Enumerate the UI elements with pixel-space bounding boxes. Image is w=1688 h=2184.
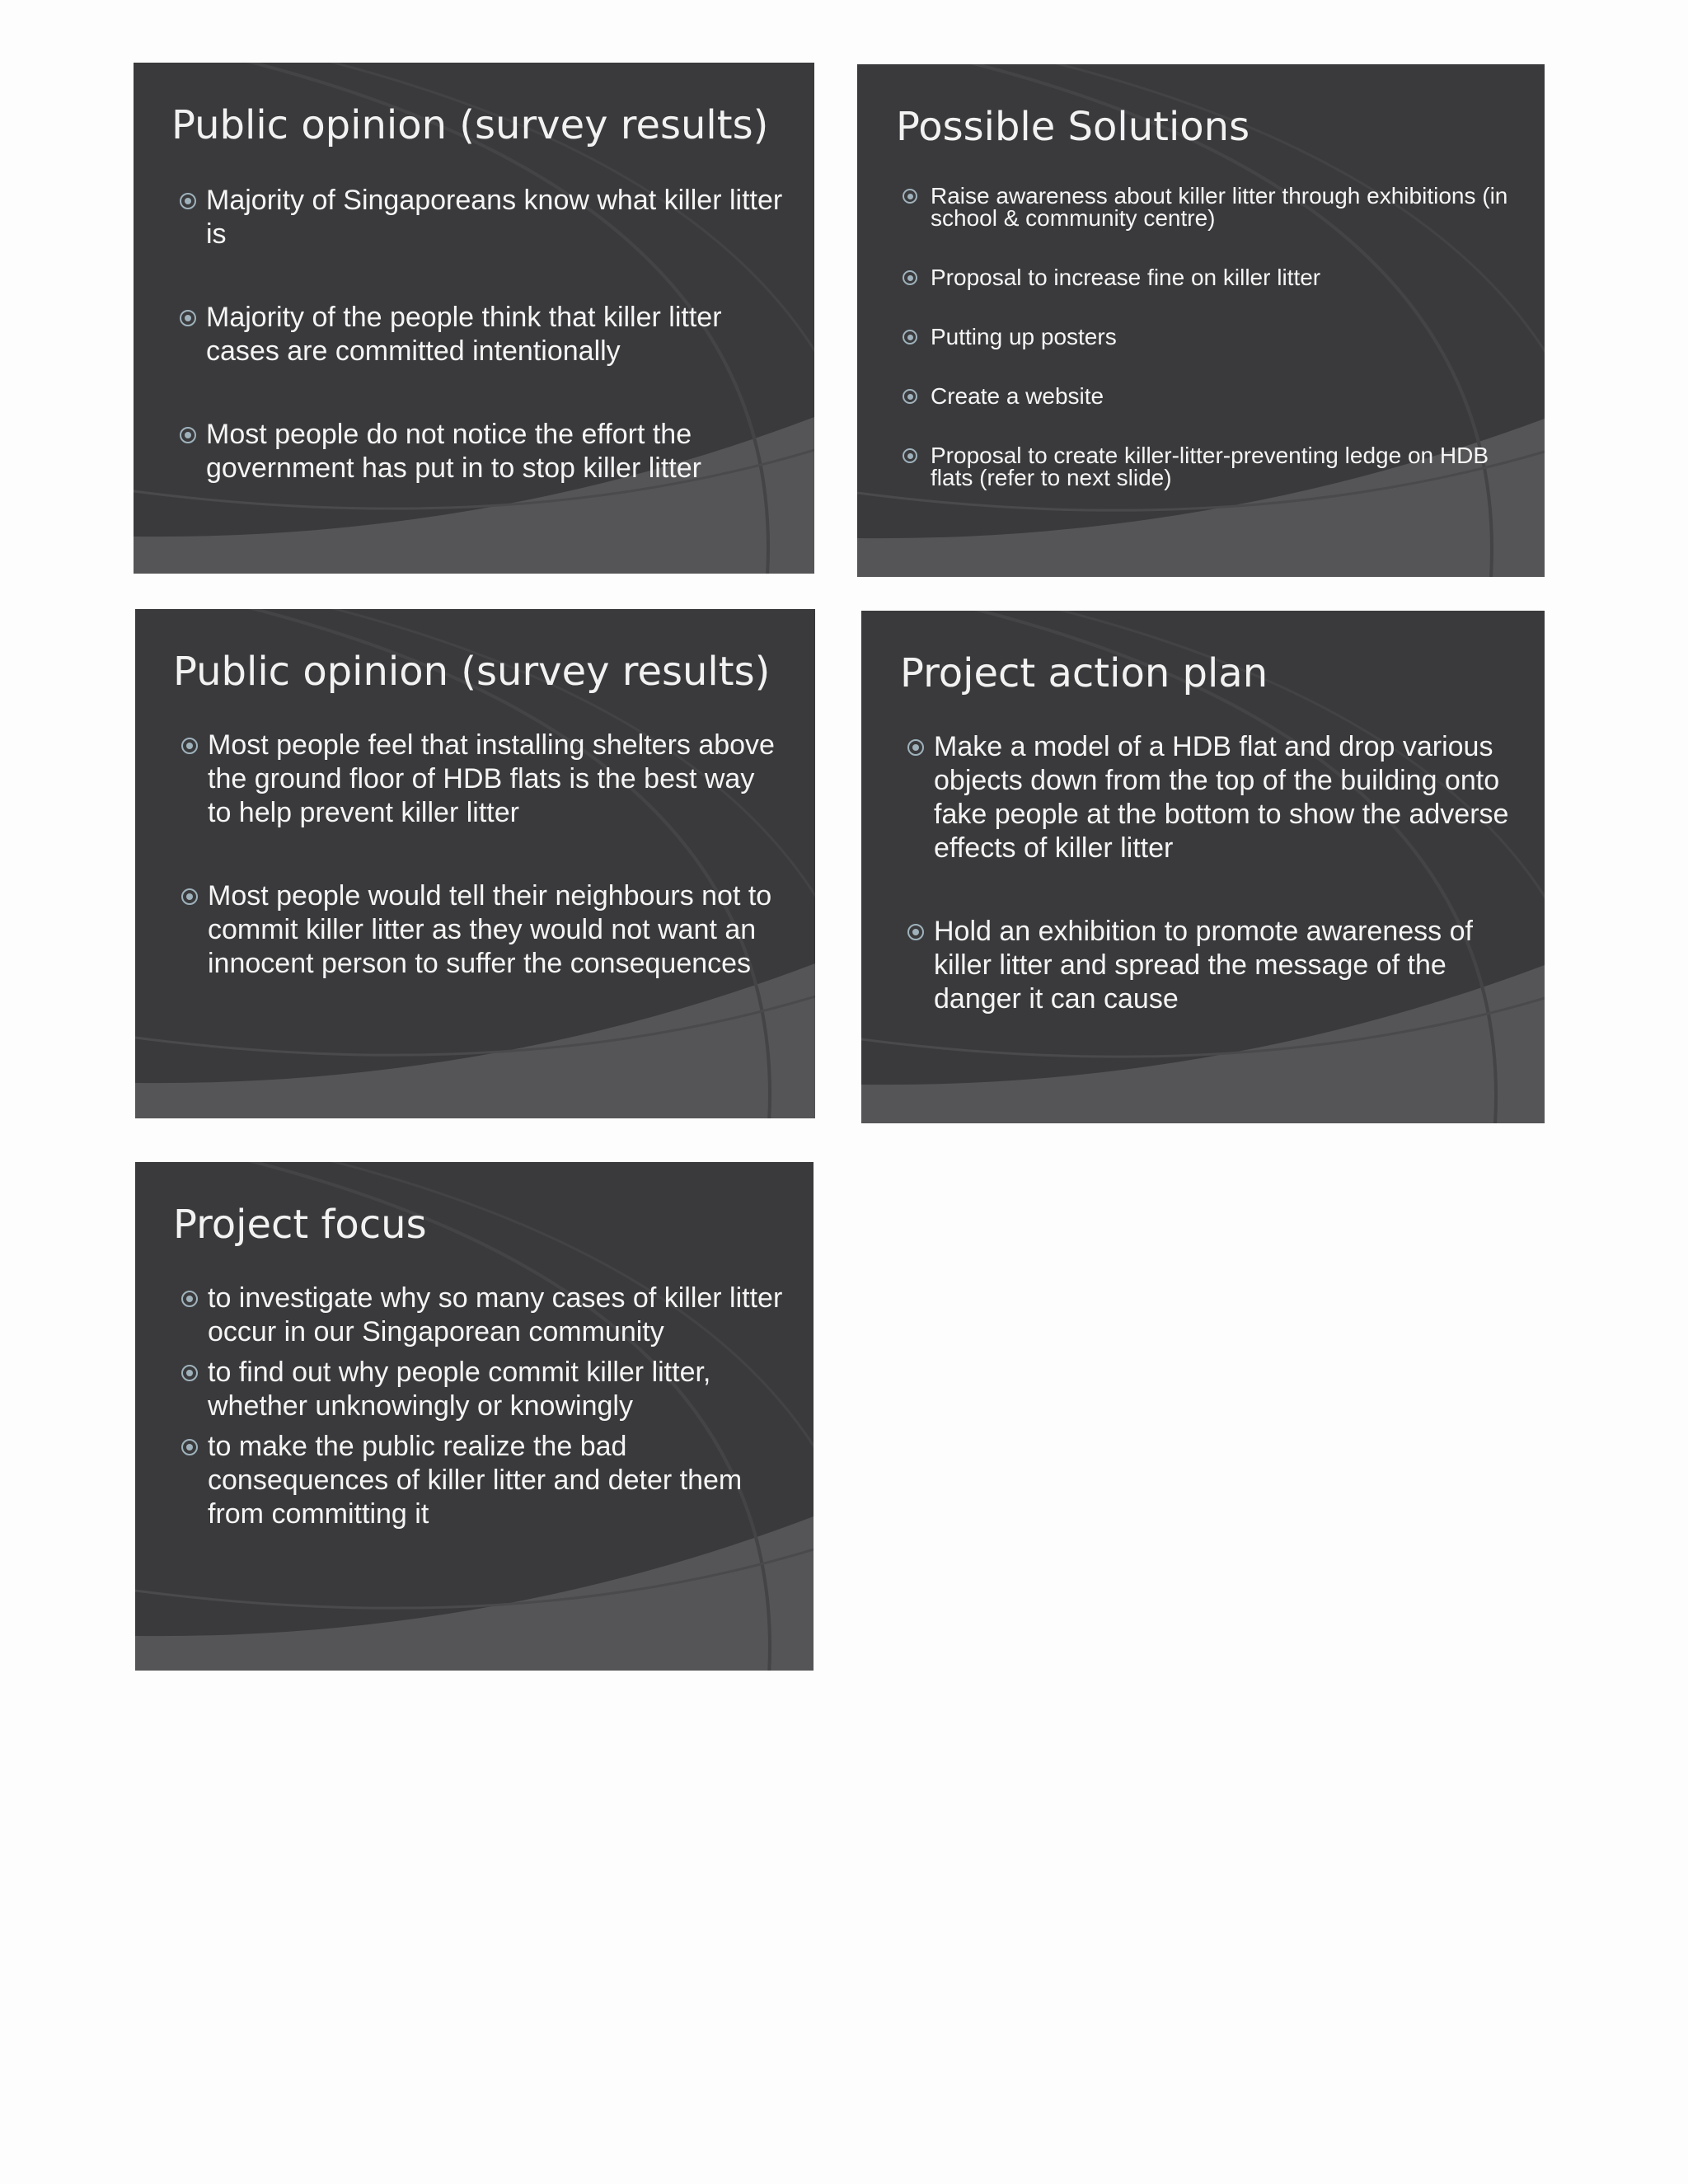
circle-bullet-icon — [903, 189, 917, 204]
bullet-text: Proposal to increase fine on killer litter — [931, 265, 1321, 290]
bullet-list — [208, 729, 785, 1030]
bullet-text: Make a model of a HDB flat and drop various objects down from the top of the building onto fake people at the bottom to show the adverse effects of killer litter — [934, 731, 1509, 864]
circle-bullet-icon — [907, 924, 924, 940]
slide-title: Public opinion (survey results) — [171, 102, 769, 148]
list-item — [934, 915, 1511, 1016]
list-item — [208, 729, 785, 830]
list-item — [931, 444, 1524, 489]
list-item — [206, 184, 783, 251]
list-item — [934, 730, 1511, 865]
bullet-text: Create a website — [931, 383, 1104, 409]
bullet-text: Proposal to create killer-litter-preventing ledge on HDB flats (refer to next slide) — [931, 443, 1489, 490]
circle-bullet-icon — [181, 1365, 198, 1381]
circle-bullet-icon — [180, 427, 196, 443]
slide-title: Possible Solutions — [896, 104, 1250, 150]
bullet-list — [934, 730, 1511, 1066]
list-item — [931, 266, 1524, 288]
slide-project-action-plan — [861, 611, 1545, 1123]
bullet-list — [931, 185, 1524, 526]
slide-possible-solutions — [857, 64, 1545, 577]
circle-bullet-icon — [907, 739, 924, 756]
slide-title: Project action plan — [900, 650, 1268, 696]
slide-public-opinion-2 — [135, 609, 815, 1118]
slide-project-focus — [135, 1162, 814, 1671]
bullet-text: Hold an exhibition to promote awareness of killer litter and spread the message of the danger it can cause — [934, 916, 1473, 1015]
bullet-text: Raise awareness about killer litter through exhibitions (in school & community centre) — [931, 183, 1508, 231]
slide-title: Project focus — [173, 1202, 427, 1248]
circle-bullet-icon — [181, 1291, 198, 1307]
circle-bullet-icon — [903, 330, 917, 344]
bullet-text: Most people do not notice the effort the government has put in to stop killer litter — [206, 419, 701, 484]
list-item — [208, 1430, 785, 1531]
bullet-text: Most people would tell their neighbours not to commit killer litter as they would not want an innocent person to suffer the consequences — [208, 880, 772, 979]
list-item — [931, 385, 1524, 407]
circle-bullet-icon — [181, 888, 198, 905]
list-item — [208, 1356, 785, 1423]
slide-public-opinion-1 — [134, 63, 814, 574]
bullet-text: to find out why people commit killer litter, whether unknowingly or knowingly — [208, 1357, 711, 1422]
bullet-text: Majority of Singaporeans know what killer litter is — [206, 185, 783, 250]
list-item — [208, 1282, 785, 1349]
list-item — [931, 185, 1524, 229]
bullet-text: to investigate why so many cases of killer litter occur in our Singaporean community — [208, 1282, 783, 1347]
slide-title: Public opinion (survey results) — [173, 649, 771, 695]
bullet-list — [208, 1282, 785, 1538]
list-item — [208, 879, 785, 981]
circle-bullet-icon — [181, 738, 198, 754]
bullet-text: Most people feel that installing shelters above the ground floor of HDB flats is the best way to help prevent killer litter — [208, 729, 775, 828]
circle-bullet-icon — [181, 1439, 198, 1455]
bullet-text: Majority of the people think that killer litter cases are committed intentionally — [206, 302, 722, 367]
bullet-text: Putting up posters — [931, 324, 1117, 349]
list-item — [931, 326, 1524, 348]
circle-bullet-icon — [903, 448, 917, 463]
circle-bullet-icon — [903, 270, 917, 285]
list-item — [206, 418, 783, 485]
bullet-list — [206, 184, 783, 535]
circle-bullet-icon — [903, 389, 917, 404]
circle-bullet-icon — [180, 310, 196, 326]
bullet-text: to make the public realize the bad consequences of killer litter and deter them from committing it — [208, 1431, 743, 1530]
list-item — [206, 301, 783, 368]
circle-bullet-icon — [180, 193, 196, 209]
